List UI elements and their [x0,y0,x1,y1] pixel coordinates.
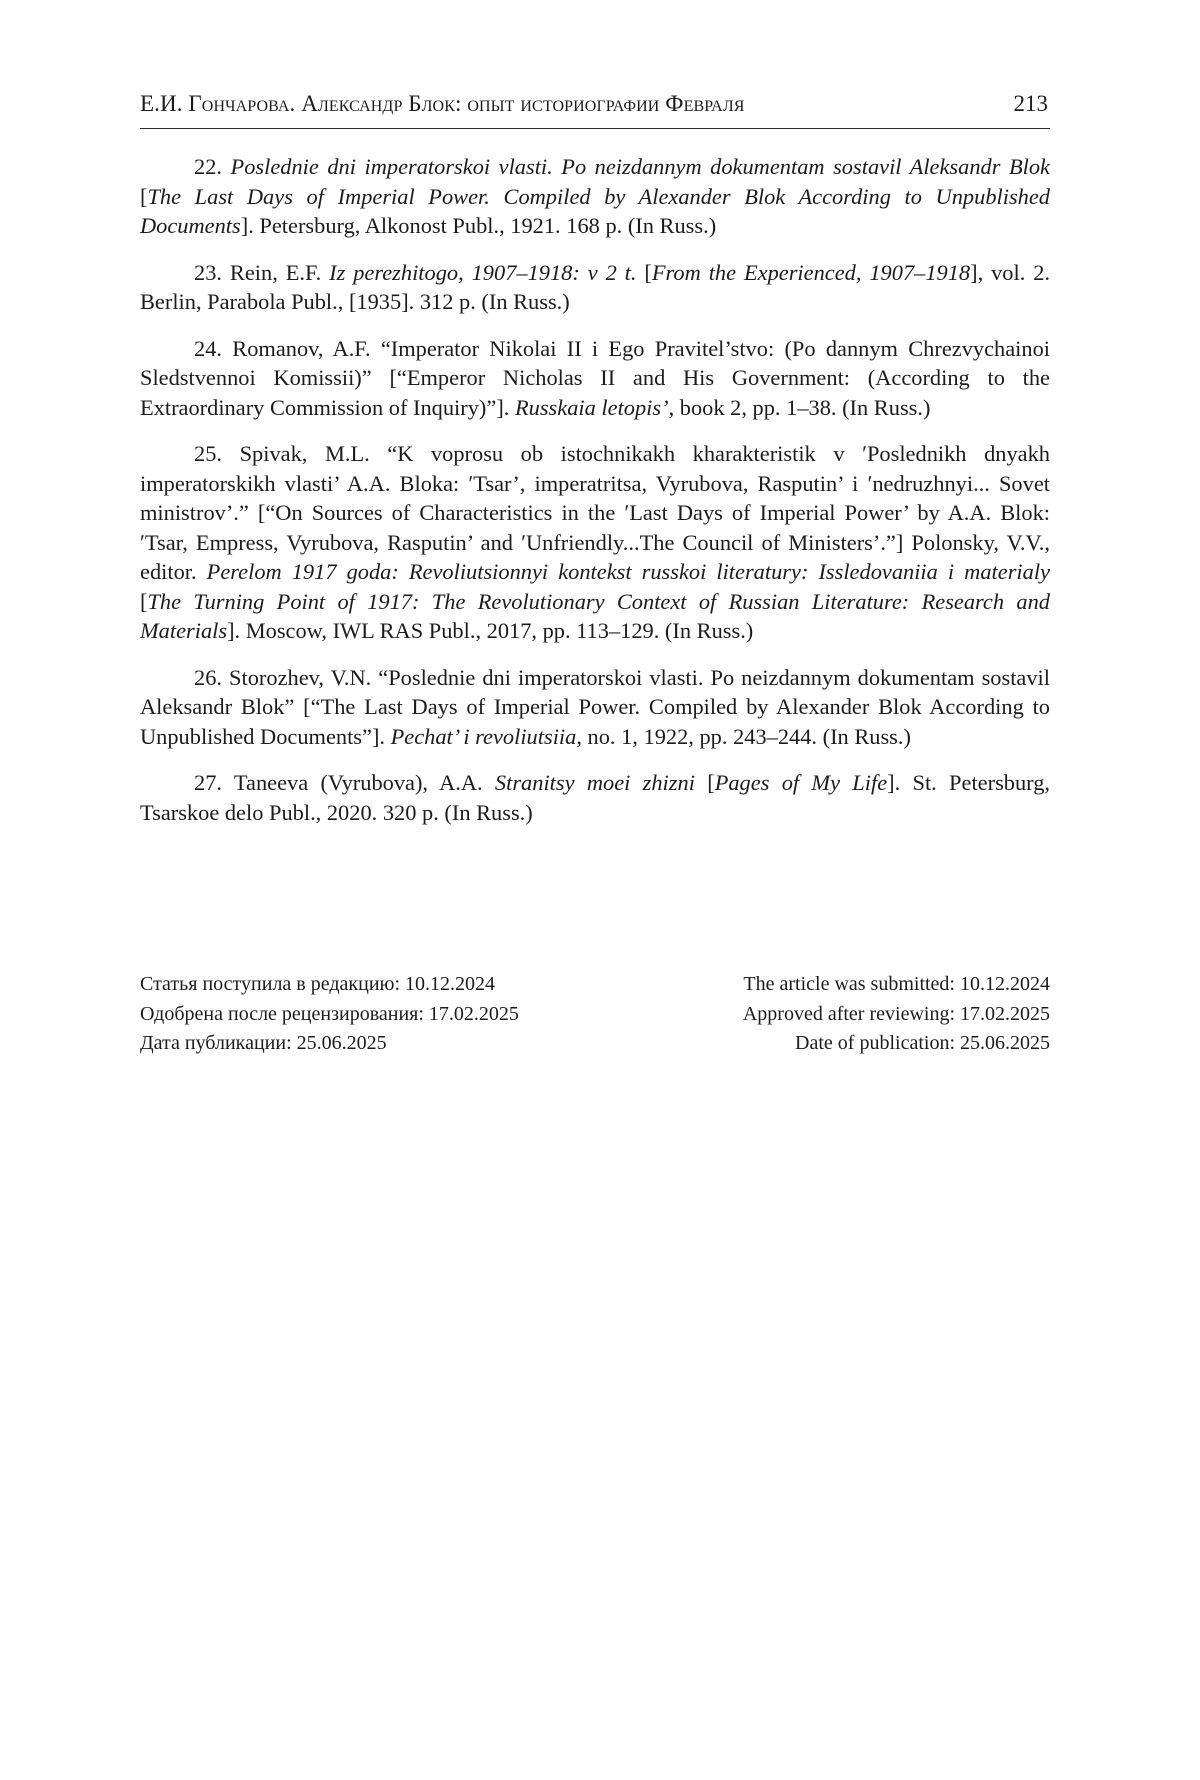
published-date-ru: Дата публикации: 25.06.2025 [140,1032,387,1054]
reference-italic-translation: Pages of My Life [714,770,888,795]
reference-text: Spivak, M.L. “K voprosu ob istochnikakh kharakteristik v ʹPoslednikh dnyakh imperatorskikh vlasti’ A.A. Bloka: ʹTsar’, imperatritsa, Vyrubova, Rasputin’ i ʹnedruzhnyi... Sovet ministrov’.” [“On Sources of Characteristics in the ʹLast Days of Imperial Power’ by A.A. Blok: ʹTsar, Empress, Vyrubova, Rasputin’ and ʹUnfriendly...The Council of Ministers’.”] Polonsky, V.V., editor. [140,441,1050,584]
reference-item [140,439,1050,646]
reference-italic-title: Pechat’ i revoliutsiia [390,723,577,749]
reference-list [140,152,1050,844]
reference-text: , book 2, pp. 1–38. (In Russ.) [668,394,931,420]
reference-item [140,768,1050,827]
running-header [140,88,1050,129]
reference-italic-translation: The Turning Point of 1917: The Revolutionary Context of Russian Literature: Research and Materials [140,588,1050,643]
reference-italic-title: Stranitsy moei zhizni [494,770,695,795]
reference-italic-title: Perelom 1917 goda: Revoliutsionnyi kontekst russkoi literatury: Issledovaniia i materialy [206,559,1050,584]
reference-text: ], vol. 2. Berlin, Parabola Publ., [1935]. 312 p. (In Russ.) [140,259,1050,314]
reference-item [140,663,1050,752]
reference-number: 27. [194,770,222,795]
article-dates [140,970,1050,1059]
reference-text: ]. St. Petersburg, Tsarskoe delo Publ., 2020. 320 p. (In Russ.) [140,770,1051,825]
submitted-date-en: The article was submitted: 10.12.2024 [743,973,1050,995]
reference-italic-title: Iz perezhitogo, 1907–1918: v 2 t. [329,259,637,285]
reference-number: 22. [194,154,222,179]
reference-text: [ [140,588,148,614]
reference-italic-title: Russkaia letopis’ [514,394,669,420]
reference-text: , no. 1, 1922, pp. 243–244. (In Russ.) [576,723,911,749]
reference-text: Storozhev, V.N. “Poslednie dni imperatorskoi vlasti. Po neizdannym dokumentam sostavil Aleksandr Blok” [“The Last Days of Imperial Power. Compiled by Alexander Blok According to Unpublished Documents”]. [140,664,1050,749]
reference-italic-translation: The Last Days of Imperial Power. Compiled by Alexander Blok According to Unpublished Documents [140,183,1050,238]
reference-item [140,152,1050,241]
reference-text: ]. Moscow, IWL RAS Publ., 2017, pp. 113–129. (In Russ.) [227,618,754,643]
header-title: Е.И. Гончарова. Александр Блок: опыт историографии Февраля [140,91,745,116]
date-row-approved [140,1000,1050,1030]
approved-date-ru: Одобрена после рецензирования: 17.02.2025 [140,1002,519,1025]
approved-date-en: Approved after reviewing: 17.02.2025 [742,1002,1050,1025]
reference-text: [ [140,183,148,209]
reference-number: 23. [194,259,222,285]
reference-text: Taneeva (Vyrubova), A.A. [233,770,495,795]
page-number: 213 [1013,91,1048,116]
reference-text: [ [694,770,715,795]
submitted-date-ru: Статья поступила в редакцию: 10.12.2024 [140,973,496,995]
date-row-published [140,1029,1050,1059]
reference-item [140,334,1050,423]
reference-italic-title: Poslednie dni imperatorskoi vlasti. Po neizdannym dokumentam sostavil Aleksandr Blok [230,154,1050,179]
reference-number: 25. [194,441,222,466]
reference-number: 26. [194,664,222,690]
date-row-submitted [140,970,1050,1000]
reference-text: Romanov, A.F. “Imperator Nikolai II i Ego Pravitel’stvo: (Po dannym Chrezvychainoi Sledstvennoi Komissii)” [“Emperor Nicholas II and His Government: (According to the Extraordinary Commission of Inquiry)”]. [140,335,1050,420]
reference-text: [ [636,259,652,285]
reference-item [140,258,1050,317]
reference-italic-translation: From the Experienced, 1907–1918 [651,259,971,285]
reference-text: Rein, E.F. [229,259,330,285]
published-date-en: Date of publication: 25.06.2025 [795,1032,1050,1054]
reference-number: 24. [194,335,222,361]
reference-text: ]. Petersburg, Alkonost Publ., 1921. 168 p. (In Russ.) [240,213,717,238]
